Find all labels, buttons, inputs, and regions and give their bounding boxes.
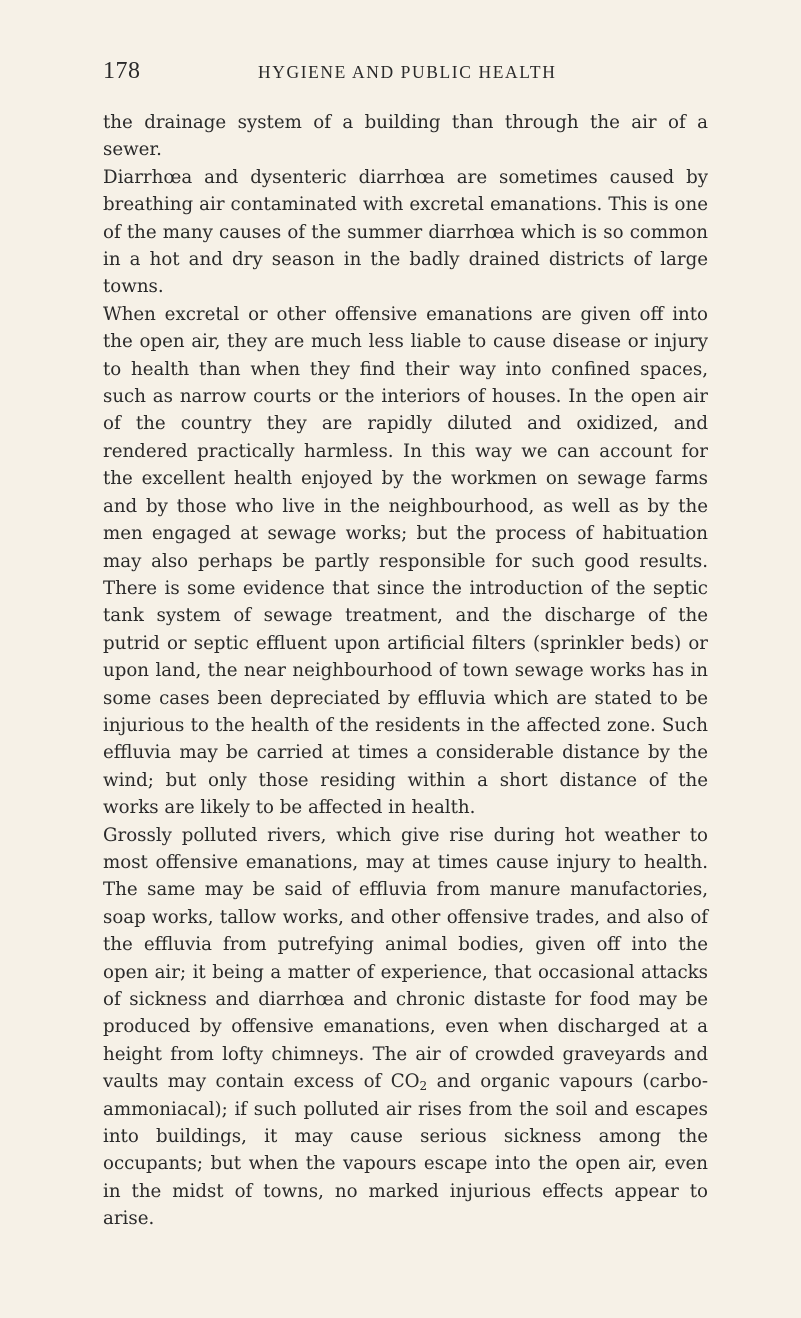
body-text	[103, 109, 708, 1233]
page-number: 178	[103, 58, 141, 84]
paragraph-polluted-rivers	[103, 822, 708, 1233]
paragraph-continuation: the drainage system of a building than through the air of a sewer.	[103, 112, 708, 161]
paragraph-polluted-rivers-text-b: and organic vapours (carbo-ammoniacal); if such polluted air rises from the soil and escapes into buildings, it may cause serious sickness among the occupants; but when the vapours escape into the open air, even in the midst of towns, no marked injurious effects appear to arise.	[103, 1071, 708, 1230]
co2-subscript: 2	[419, 1079, 428, 1094]
page-header	[103, 58, 703, 88]
paragraph-polluted-rivers-text-a: Grossly polluted rivers, which give rise during hot weather to most offensive emanations, may at times cause injury to health. The same may be said of effluvia from manure manufactories, soap works, tallow works, and other offensive trades, and also of the effluvia from putrefying animal bodies, given off into the open air; it being a matter of experience, that occasional attacks of sickness and diarrhœa and chronic distaste for food may be produced by offensive emanations, even when discharged at a height from lofty chimneys. The air of crowded graveyards and vaults may contain excess of CO	[103, 824, 708, 1093]
paragraph-open-air-emanations: When excretal or other offensive emanations are given off into the open air, they are much less liable to cause disease or injury to health than when they find their way into confined spaces, such as narrow courts or the interiors of houses. In the open air of the country they are rapidly diluted and oxidized, and rendered practically harmless. In this way we can account for the excellent health enjoyed by the workmen on sewage farms and by those who live in the neighbourhood, as well as by the men engaged at sewage works; but the process of habituation may also perhaps be partly responsible for such good results. There is some evidence that since the introduction of the septic tank system of sewage treatment, and the discharge of the putrid or septic effluent upon artificial filters (sprinkler beds) or upon land, the near neighbourhood of town sewage works has in some cases been depreciated by effluvia which are stated to be injurious to the health of the residents in the affected zone. Such effluvia may be carried at times a considerable distance by the wind; but only those residing within a short distance of the works are likely to be affected in health.	[103, 303, 708, 819]
paragraph-diarrhoea: Diarrhœa and dysenteric diarrhœa are sometimes caused by breathing air contaminated with excretal emanations. This is one of the many causes of the summer diarrhœa which is so common in a hot and dry season in the badly drained districts of large towns.	[103, 166, 708, 298]
running-head: HYGIENE AND PUBLIC HEALTH	[258, 62, 557, 82]
